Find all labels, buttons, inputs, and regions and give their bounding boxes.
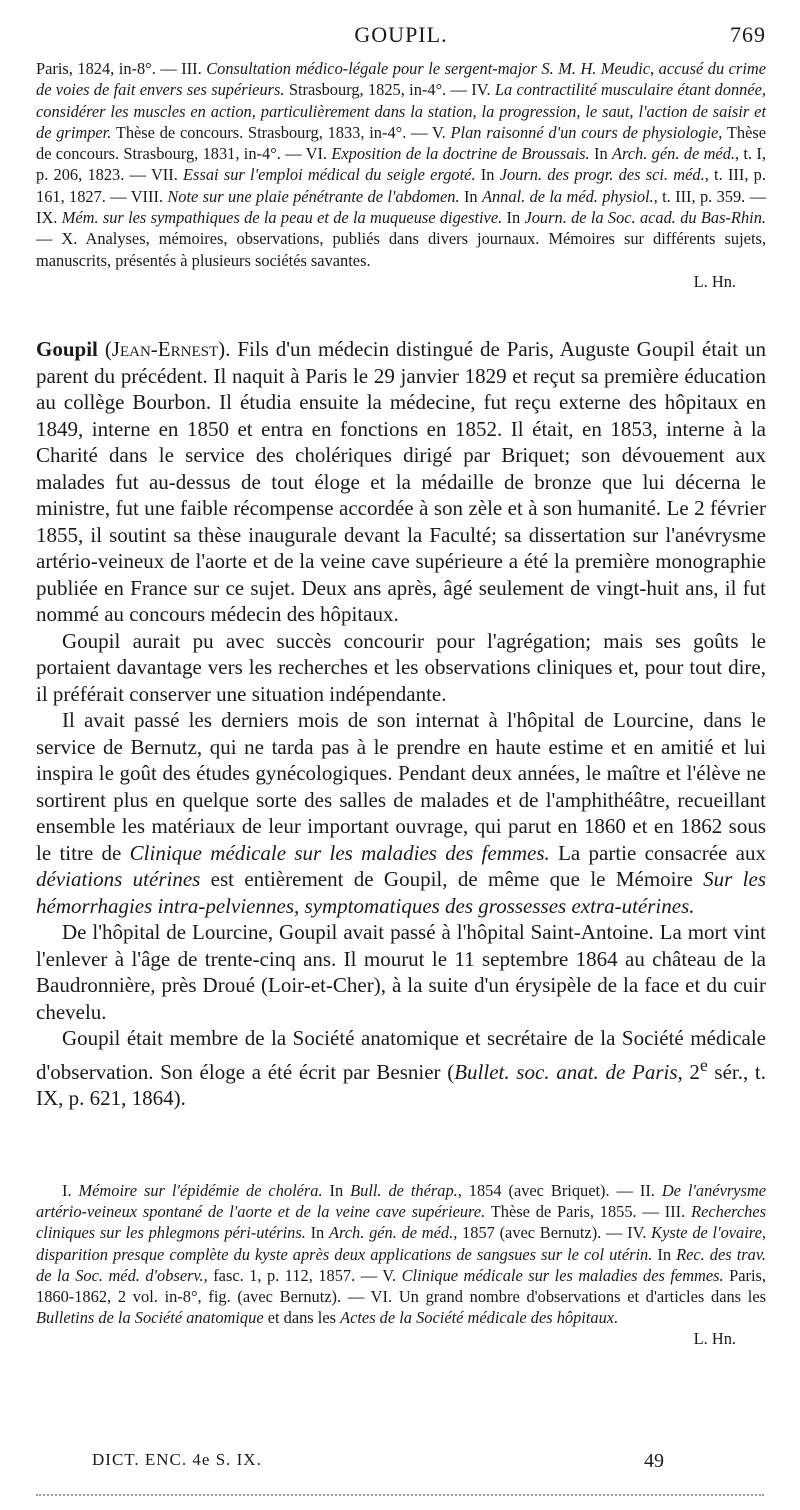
article-paragraph-2: Goupil aurait pu avec succès concourir pour l'agrégation; mais ses goûts le portaient davantage vers les recherches et les observations cliniques et, pour tout dire, il préférait conserver une situation indépendante.	[36, 628, 766, 706]
previous-entry-text: Paris, 1824, in-8°. — III. Consultation médico-légale pour le sergent-major S. M. H. Meudic, accusé du crime de voies de fait envers ses supérieurs. Strasbourg, 1825, in-4°. — IV. La contractilité musculaire étant donnée, considérer les muscles en action, particulièrement dans la station, la progression, le saut, l'action de saisir et de grimper. Thèse de concours. Strasbourg, 1833, in-4°. — V. Plan raisonné d'un cours de physiologie, Thèse de concours. Strasbourg, 1831, in-4°. — VI. Exposition de la doctrine de Broussais. In Arch. gén. de méd., t. I, p. 206, 1823. — VII. Essai sur l'emploi médical du seigle ergoté. In Journ. des progr. des sci. méd., t. III, p. 161, 1827. — VIII. Note sur une plaie pénétrante de l'abdomen. In Annal. de la méd. physiol., t. III, p. 359. — IX. Mém. sur les sympathiques de la peau et de la muqueuse digestive. In Journ. de la Soc. acad. du Bas-Rhin. — X. Analyses, mémoires, observations, publiés dans divers journaux. Mémoires sur différents sujets, manuscrits, présentés à plusieurs sociétés savantes.	[36, 59, 767, 270]
forename: (Jean-Ernest).	[104, 337, 231, 361]
previous-entry-signature: L. Hn.	[693, 271, 736, 291]
bibliography-text: I. Mémoire sur l'épidémie de choléra. In Bull. de thérap., 1854 (avec Briquet). — II. De l'anévrysme artério-veineux spontané de l'aorte et de la veine cave supérieure. Thèse de Paris, 1855. — III. Recherches cliniques sur les phlegmons péri-utérins. In Arch. gén. de méd., 1857 (avec Bernutz). — IV. Kyste de l'ovaire, disparition presque complète du kyste après deux applications de sangsues sur le col utérin. In Rec. des trav. de la Soc. méd. d'observ., fasc. 1, p. 112, 1857. — V. Clinique médicale sur les maladies des femmes. Paris, 1860-1862, 2 vol. in-8°, fig. (avec Bernutz). — VI. Un grand nombre d'observations et d'articles dans les Bulletins de la Société anatomique et dans les Actes de la Société médicale des hôpitaux.	[36, 1181, 766, 1328]
running-title: GOUPIL.	[354, 22, 448, 47]
article-paragraph-4: De l'hôpital de Lourcine, Goupil avait passé à l'hôpital Saint-Antoine. La mort vint l'enlever à l'âge de trente-cinq ans. Il mourut le 11 septembre 1864 au château de la Baudronnière, près Droué (Loir-et-Cher), à la suite d'un érysipèle de la face et du cuir chevelu.	[36, 920, 766, 1024]
bibliography	[36, 1180, 766, 1350]
signature-mark: DICT. ENC. 4e S. IX.	[92, 1450, 262, 1469]
dotted-rule	[36, 1494, 764, 1498]
sheet-number: 49	[644, 1450, 664, 1472]
running-header	[36, 22, 766, 52]
headword: Goupil	[36, 337, 98, 361]
page-number: 769	[730, 22, 766, 47]
paragraph-text: Fils d'un médecin distingué de Paris, Auguste Goupil était un parent du précédent. Il naquit à Paris le 29 janvier 1829 et reçut sa première éducation au collège Bourbon. Il étudia ensuite la médecine, fut reçu externe des hôpitaux en 1849, interne en 1850 et entra en fonctions en 1852. Il était, en 1853, interne à la Charité dans le service des cholériques dirigé par Briquet; son dévouement aux malades fut au-dessus de tout éloge et la médaille de bronze que lui décerna le ministre, fut une faible récompense accordée à son zèle et à son humanité. Le 2 février 1855, il soutint sa thèse inaugurale devant la Faculté; sa dissertation sur l'anévrysme artério-veineux de l'aorte et de la veine cave supérieure a été la première monographie publiée en France sur ce sujet. Deux ans après, âgé seulement de vingt-huit ans, il fut nommé au concours médecin des hôpitaux.	[36, 337, 767, 626]
article-paragraph-1	[36, 336, 766, 628]
article-paragraph-3: Il avait passé les derniers mois de son internat à l'hôpital de Lourcine, dans le service de Bernutz, qui ne tarda pas à le prendre en haute estime et en amitié et lui inspira le goût des études gynécologiques. Pendant deux années, le maître et l'élève ne sortirent plus en quelque sorte des salles de malades et de l'amphithéâtre, recueillant ensemble les matériaux de leur important ouvrage, qui parut en 1860 et en 1862 sous le titre de Clinique médicale sur les maladies des femmes. La partie consacrée aux déviations utérines est entièrement de Goupil, de même que le Mémoire Sur les hémorrhagies intra-pelviennes, symptomatiques des grossesses extra-utérines.	[36, 708, 766, 918]
previous-entry	[36, 58, 766, 292]
article-paragraph-5: Goupil était membre de la Société anatomique et secrétaire de la Société médicale d'observation. Son éloge a été écrit par Besnier (Bullet. soc. anat. de Paris, 2e sér., t. IX, p. 621, 1864).	[36, 1026, 766, 1110]
article-goupil-jean-ernest	[36, 336, 766, 1112]
page-footer	[92, 1450, 710, 1474]
bibliography-signature: L. Hn.	[693, 1329, 736, 1349]
